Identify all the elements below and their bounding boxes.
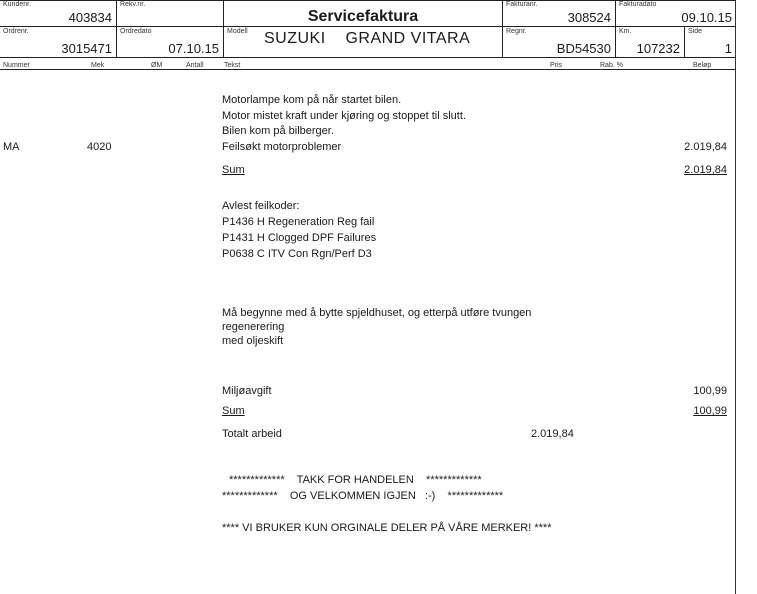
env-fee-label: Miljøavgift (222, 385, 272, 397)
order-date-label: Ordredato (120, 28, 152, 35)
fault-code: P1431 H Clogged DPF Failures (222, 232, 377, 244)
invoice-no-cell (503, 0, 615, 26)
order-no-value: 3015471 (61, 41, 112, 56)
fault-code: P1436 H Regeneration Reg fail (222, 216, 375, 228)
thanks-line: ************* OG VELKOMMEN IGJEN :-) ************* (222, 490, 504, 502)
col-om: ØM (151, 62, 163, 69)
recommendation-line: Må begynne med å bytte spjeldhuset, og etterpå utføre tvungen (222, 307, 532, 319)
customer-no-cell (0, 0, 116, 26)
env-fee-belop: 100,99 (693, 385, 727, 397)
fault-code: P0638 C ITV Con Rgn/Perf D3 (222, 248, 372, 260)
sum-label: Sum (222, 164, 245, 176)
problem-line: Bilen kom på bilberger. (222, 125, 334, 137)
problem-line: Motorlampe kom på når startet bilen. (222, 94, 402, 106)
model-value: SUZUKI GRAND VITARA (264, 30, 471, 47)
title-cell (224, 0, 502, 26)
page-right-border (735, 0, 736, 594)
col-mek: Mek (91, 62, 105, 69)
reg-no-label: Regnr. (506, 28, 527, 35)
model-label: Modell (227, 28, 248, 35)
order-no-cell (0, 27, 116, 57)
col-pris: Pris (550, 62, 563, 69)
page-cell (685, 27, 736, 57)
line-mek: 4020 (87, 141, 112, 153)
page-value: 1 (724, 41, 732, 56)
sum-belop: 2.019,84 (684, 164, 727, 176)
sum-label: Sum (222, 405, 245, 417)
km-label: Km. (619, 28, 632, 35)
total-work-label: Totalt arbeid (222, 428, 282, 440)
invoice-date-cell (616, 0, 736, 26)
km-cell (616, 27, 684, 57)
recommendation-line: med oljeskift (222, 335, 284, 347)
order-date-cell (117, 27, 223, 57)
invoice-no-value: 308524 (567, 10, 611, 25)
invoice-date-label: Fakturadato (619, 1, 657, 8)
col-tekst: Tekst (224, 62, 241, 69)
thanks-line: ************* TAKK FOR HANDELEN ************* (229, 474, 482, 486)
line-text: Feilsøkt motorproblemer (222, 141, 342, 153)
order-no-label: Ordrenr. (3, 28, 29, 35)
customer-no-label: Kundenr. (3, 1, 32, 8)
km-value: 107232 (636, 41, 680, 56)
invoice-header (0, 0, 736, 70)
order-date-value: 07.10.15 (168, 41, 219, 56)
invoice-title: Servicefaktura (307, 8, 419, 25)
original-parts-notice: **** VI BRUKER KUN ORGINALE DELER PÅ VÅRE MERKER! **** (222, 522, 552, 534)
requisition-no-label: Rekv.nr. (120, 1, 146, 8)
reg-no-value: BD54530 (556, 41, 611, 56)
recommendation-line: regenerering (222, 321, 285, 333)
page-label: Side (688, 28, 703, 35)
line-belop: 2.019,84 (684, 141, 727, 153)
problem-line: Motor mistet kraft under kjøring og stoppet til slutt. (222, 110, 466, 122)
fault-codes-heading: Avlest feilkoder: (222, 200, 300, 212)
invoice-date-value: 09.10.15 (681, 10, 732, 25)
invoice-no-label: Fakturanr. (506, 1, 538, 8)
customer-no-value: 403834 (68, 10, 112, 25)
header-bottom-rule (0, 57, 736, 58)
sum-belop: 100,99 (693, 405, 727, 417)
col-antall: Antall (186, 62, 204, 69)
requisition-no-cell (117, 0, 223, 26)
col-number: Nummer (3, 62, 30, 69)
reg-no-cell (503, 27, 615, 57)
model-cell (224, 27, 502, 57)
col-belop: Beløp (693, 62, 712, 69)
total-work-pris: 2.019,84 (531, 428, 574, 440)
line-nummer: MA (3, 141, 20, 153)
col-rab: Rab. % (600, 62, 623, 69)
column-header-rule (0, 69, 736, 70)
